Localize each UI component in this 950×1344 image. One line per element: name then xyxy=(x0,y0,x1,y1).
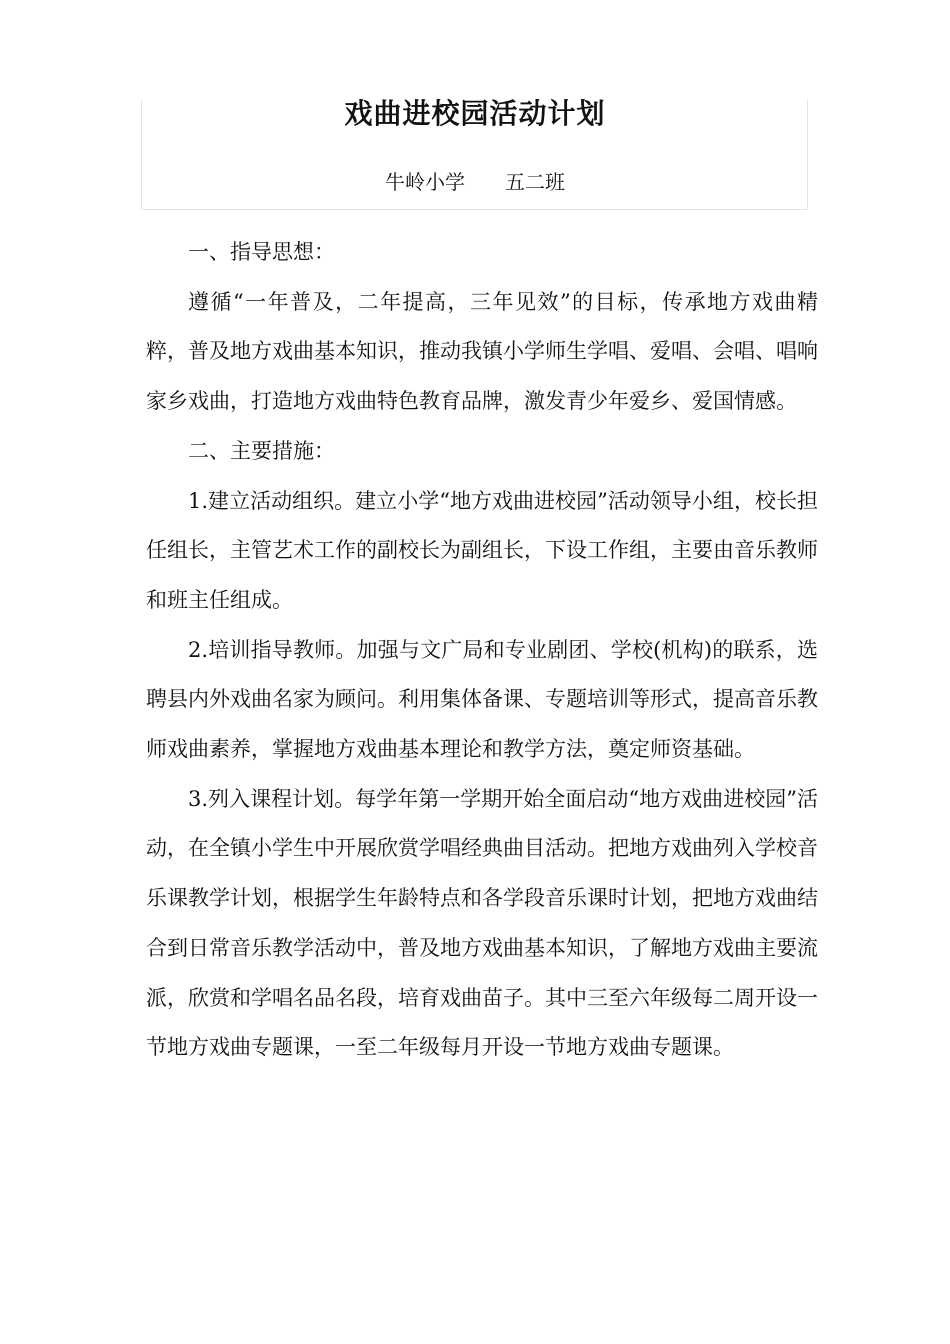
section-heading-guiding-ideology: 一、指导思想： xyxy=(188,240,335,264)
document-title: 戏曲进校园活动计划 xyxy=(344,97,606,130)
paragraph-measure-1: 1.建立活动组织。建立小学“地方戏曲进校园”活动领导小组，校长担任组长，主管艺术工作的副校长为副组长，下设工作组，主要由音乐教师和班主任组成。 xyxy=(146,488,818,612)
paragraph-guiding-ideology: 遵循“一年普及，二年提高，三年见效”的目标，传承地方戏曲精粹，普及地方戏曲基本知识，推动我镇小学师生学唱、爱唱、会唱、唱响家乡戏曲，打造地方戏曲特色教育品牌，激发青少年爱乡、爱国情感。 xyxy=(146,289,818,414)
document-subtitle: 牛岭小学 五二班 xyxy=(385,170,565,194)
paragraph-measure-3: 3.列入课程计划。每学年第一学期开始全面启动“地方戏曲进校园”活动，在全镇小学生中开展欣赏学唱经典曲目活动。把地方戏曲列入学校音乐课教学计划，根据学生年龄特点和各学段音乐课时计划，把地方戏曲结合到日常音乐教学活动中，普及地方戏曲基本知识，了解地方戏曲主要流派，欣赏和学唱名品名段，培育戏曲苗子。其中三至六年级每二周开设一节地方戏曲专题课，一至二年级每月开设一节地方戏曲专题课。 xyxy=(146,786,818,1060)
paragraph-measure-2: 2.培训指导教师。加强与文广局和专业剧团、学校(机构)的联系，选聘县内外戏曲名家为顾问。利用集体备课、专题培训等形式，提高音乐教师戏曲素养，掌握地方戏曲基本理论和教学方法，奠定师资基础。 xyxy=(146,637,818,762)
document-body xyxy=(146,228,818,1073)
section-heading-main-measures: 二、主要措施： xyxy=(188,438,335,463)
